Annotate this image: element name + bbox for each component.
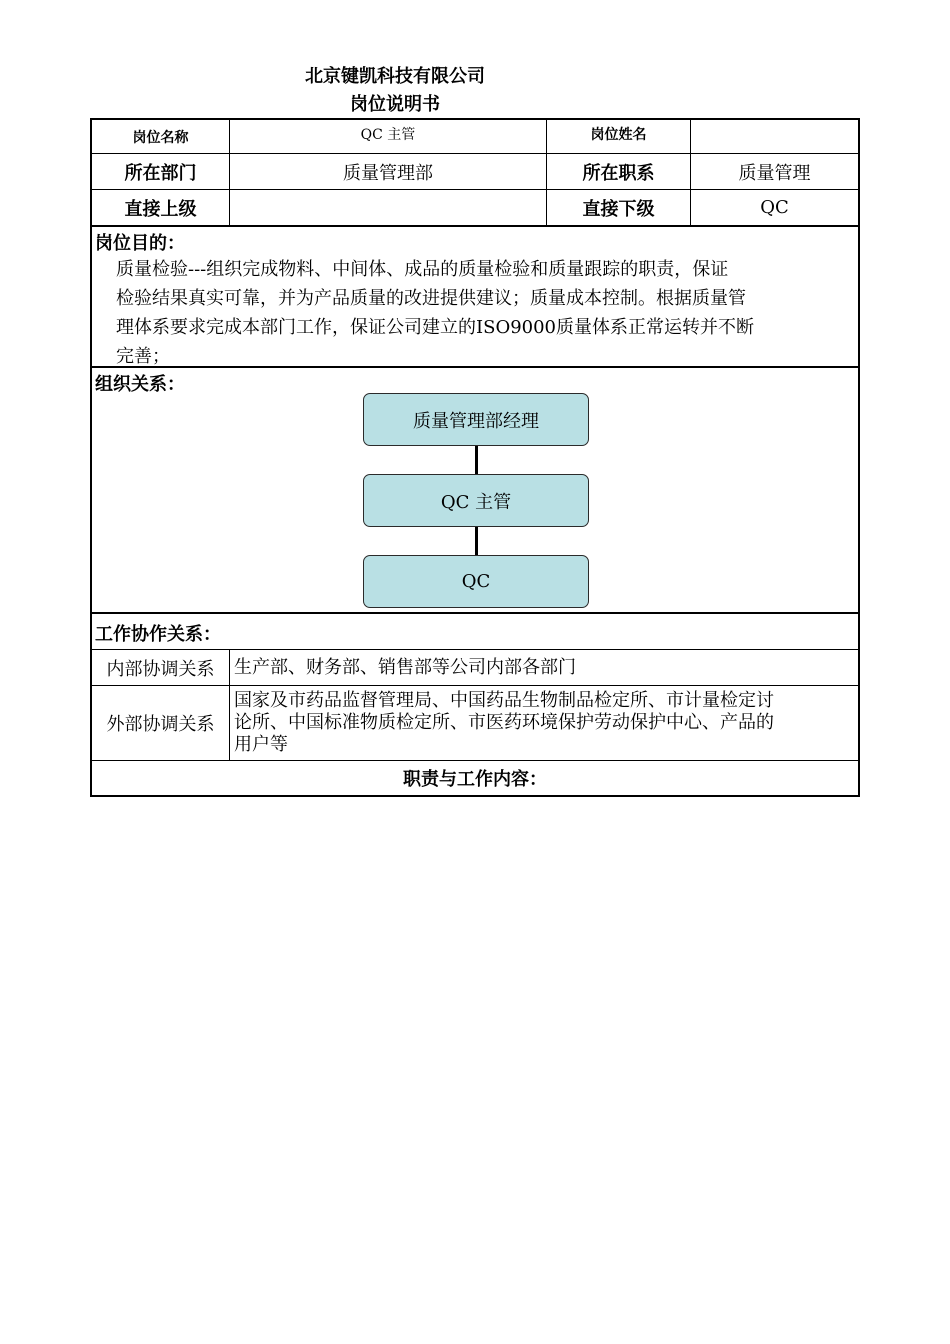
internal-label: 内部协调关系: [92, 650, 230, 685]
purpose-line-2: 检验结果真实可靠，并为产品质量的改进提供建议；质量成本控制。根据质量管: [116, 288, 746, 309]
internal-cooperation-row: [90, 650, 860, 686]
purpose-line-3: 理体系要求完成本部门工作，保证公司建立的ISO9000质量体系正常运转并不断: [116, 317, 755, 338]
value-holder-name: [691, 120, 858, 153]
org-node-qc-supervisor: QC 主管: [363, 474, 589, 527]
cooperation-label: 工作协作关系：: [95, 624, 221, 645]
label-job-family: 所在职系: [547, 154, 691, 189]
external-value: [230, 686, 858, 760]
label-direct-superior: 直接上级: [92, 190, 230, 225]
job-description-sheet: [90, 118, 860, 797]
internal-value: 生产部、财务部、销售部等公司内部各部门: [234, 656, 576, 678]
purpose-line-4: 完善；: [116, 346, 170, 367]
org-label: 组织关系：: [95, 374, 185, 395]
value-direct-subordinate: QC: [760, 197, 789, 218]
company-name: 北京键凯科技有限公司: [305, 66, 485, 87]
info-row-department: [90, 154, 860, 190]
label-department: 所在部门: [92, 154, 230, 189]
purpose-label: 岗位目的：: [95, 233, 185, 254]
document-title: 岗位说明书: [350, 94, 440, 115]
label-holder-name: 岗位姓名: [547, 120, 691, 153]
external-label: 外部协调关系: [92, 686, 230, 760]
value-department: 质量管理部: [230, 154, 547, 189]
org-connector: [475, 446, 478, 474]
label-direct-subordinate: 直接下级: [547, 190, 691, 225]
duties-label: 职责与工作内容：: [403, 769, 547, 790]
org-connector: [475, 527, 478, 555]
value-position-name: QC 主管: [230, 120, 547, 153]
value-direct-superior: [230, 190, 547, 225]
info-row-reporting: [90, 190, 860, 227]
org-node-qc: QC: [363, 555, 589, 608]
label-position-name: 岗位名称: [92, 120, 230, 153]
info-row-position: [90, 118, 860, 154]
org-section: [90, 368, 860, 614]
value-job-family: 质量管理: [738, 162, 811, 184]
purpose-line-1: 质量检验---组织完成物料、中间体、成品的质量检验和质量跟踪的职责，保证: [116, 259, 729, 280]
duties-header: [90, 761, 860, 797]
external-cooperation-row: [90, 686, 860, 761]
purpose-section: [90, 227, 860, 368]
external-line-3: 用户等: [234, 734, 288, 755]
external-line-1: 国家及市药品监督管理局、中国药品生物制品检定所、市计量检定讨: [234, 690, 774, 711]
external-line-2: 论所、中国标准物质检定所、市医药环境保护劳动保护中心、产品的: [234, 712, 774, 733]
org-node-manager: 质量管理部经理: [363, 393, 589, 446]
purpose-text: [116, 255, 852, 371]
cooperation-header: [90, 614, 860, 650]
